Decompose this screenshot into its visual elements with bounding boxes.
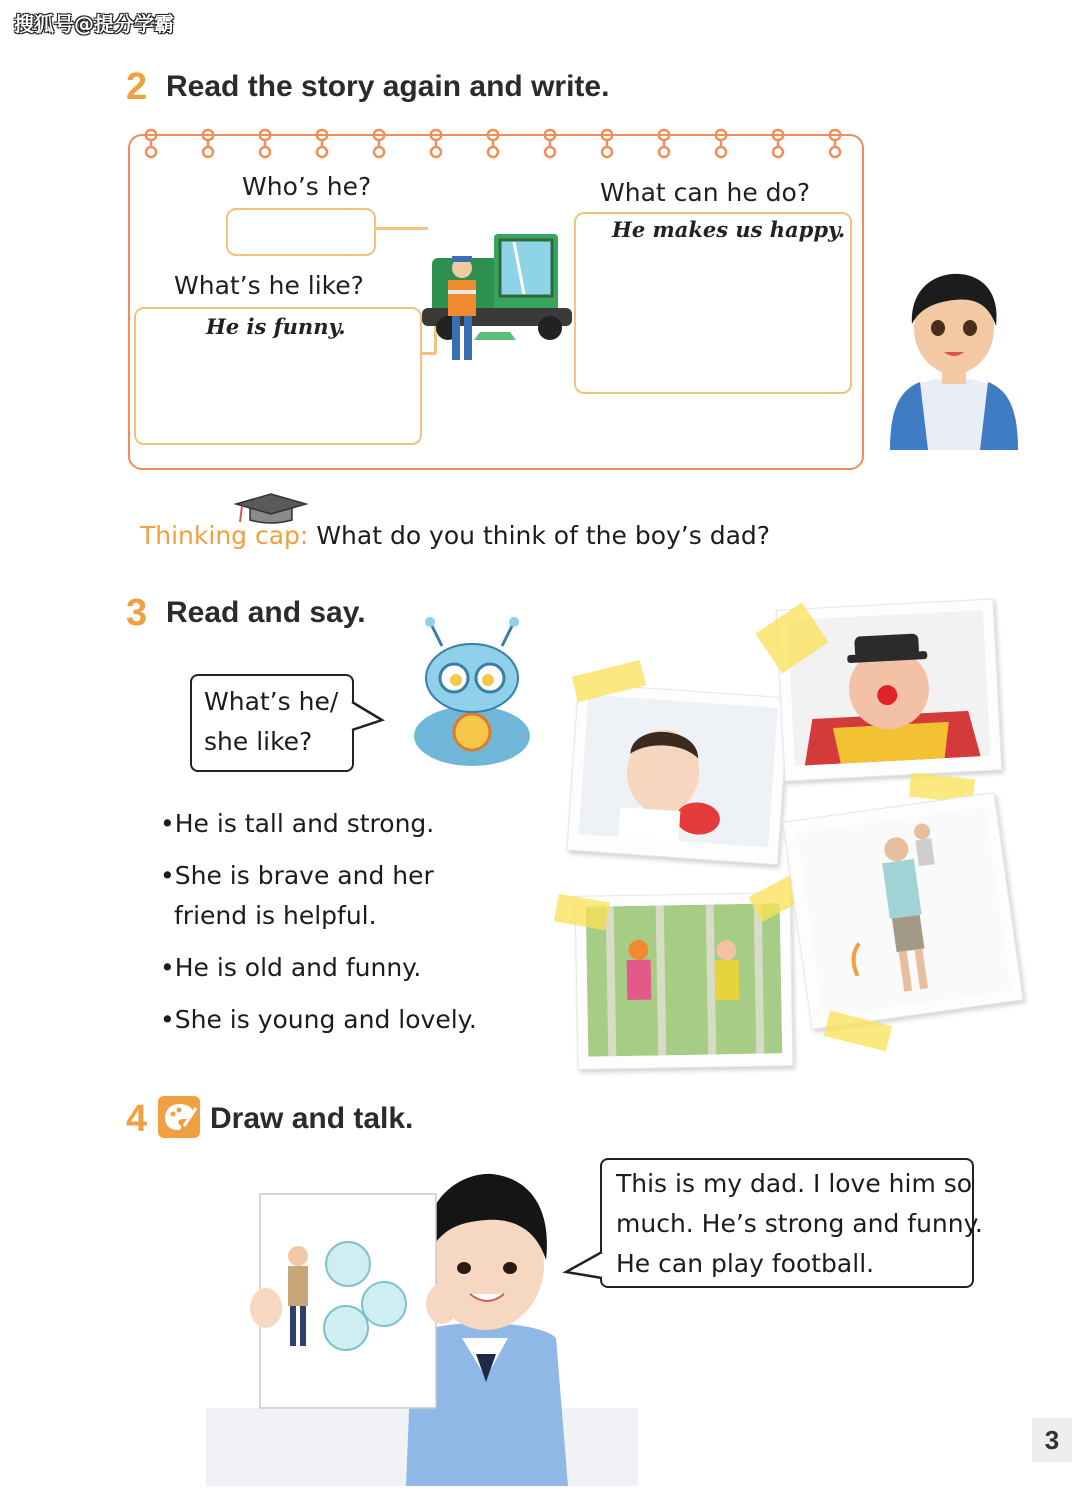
bullet-item: •He is tall and strong. [160, 809, 435, 838]
answer-can-text: He makes us happy. [612, 217, 846, 242]
bullet-item: •He is old and funny. [160, 953, 422, 982]
answer-box-who[interactable] [226, 208, 376, 256]
bubble-line-2: she like? [204, 727, 313, 756]
thinking-cap-label: Thinking cap: [140, 521, 309, 550]
question-bubble [190, 674, 354, 772]
ring-icon [312, 128, 332, 160]
ring-icon [483, 128, 503, 160]
question-like: What’s he like? [174, 271, 364, 300]
ring-icon [426, 128, 446, 160]
street-sweeper-illustration [414, 228, 578, 368]
bullet-item-continuation: friend is helpful. [174, 901, 377, 930]
ring-icon [255, 128, 275, 160]
robot-mascot-illustration [406, 616, 540, 774]
ring-icon [597, 128, 617, 160]
ring-icon [768, 128, 788, 160]
boy-illustration [880, 268, 1028, 450]
speech-line-2: much. He’s strong and funny. [616, 1209, 983, 1238]
question-who: Who’s he? [242, 172, 372, 201]
watermark: 搜狐号@提分学霸 [14, 12, 174, 36]
speech-bubble-tail [562, 1248, 604, 1284]
section-2-number: 2 [126, 66, 148, 108]
bullet-item: •She is young and lovely. [160, 1005, 477, 1034]
father-son-photo-image [797, 807, 1011, 1018]
bubble-tail [350, 700, 386, 736]
baby-photo-image [579, 695, 778, 848]
palette-icon [158, 1096, 200, 1138]
section-2-title: Read the story again and write. [166, 70, 610, 103]
answer-like-text: He is funny. [206, 314, 346, 339]
section-4-title: Draw and talk. [210, 1102, 414, 1135]
speech-bubble [600, 1158, 983, 1288]
ring-icon [198, 128, 218, 160]
photo-father-son [782, 792, 1023, 1030]
photo-baby [566, 683, 789, 865]
bullet-item: •She is brave and her [160, 861, 434, 890]
question-can: What can he do? [600, 178, 811, 207]
section-3-number: 3 [126, 592, 148, 634]
section-3-title: Read and say. [166, 596, 366, 629]
thinking-cap-prompt [140, 521, 770, 550]
ring-icon [540, 128, 560, 160]
ring-icon [141, 128, 161, 160]
bubble-line-1: What’s he/ [204, 687, 339, 716]
thinking-cap-question: What do you think of the boy’s dad? [316, 521, 771, 550]
ring-icon [825, 128, 845, 160]
forest-photo-image [586, 903, 783, 1056]
page-number: 3 [1032, 1418, 1072, 1462]
ring-icon [711, 128, 731, 160]
section-4-number: 4 [126, 1098, 148, 1140]
ring-icon [654, 128, 674, 160]
speech-line-3: He can play football. [616, 1249, 875, 1278]
ring-icon [369, 128, 389, 160]
speech-line-1: This is my dad. I love him so [616, 1169, 973, 1198]
child-with-drawing-photo [206, 1168, 638, 1486]
